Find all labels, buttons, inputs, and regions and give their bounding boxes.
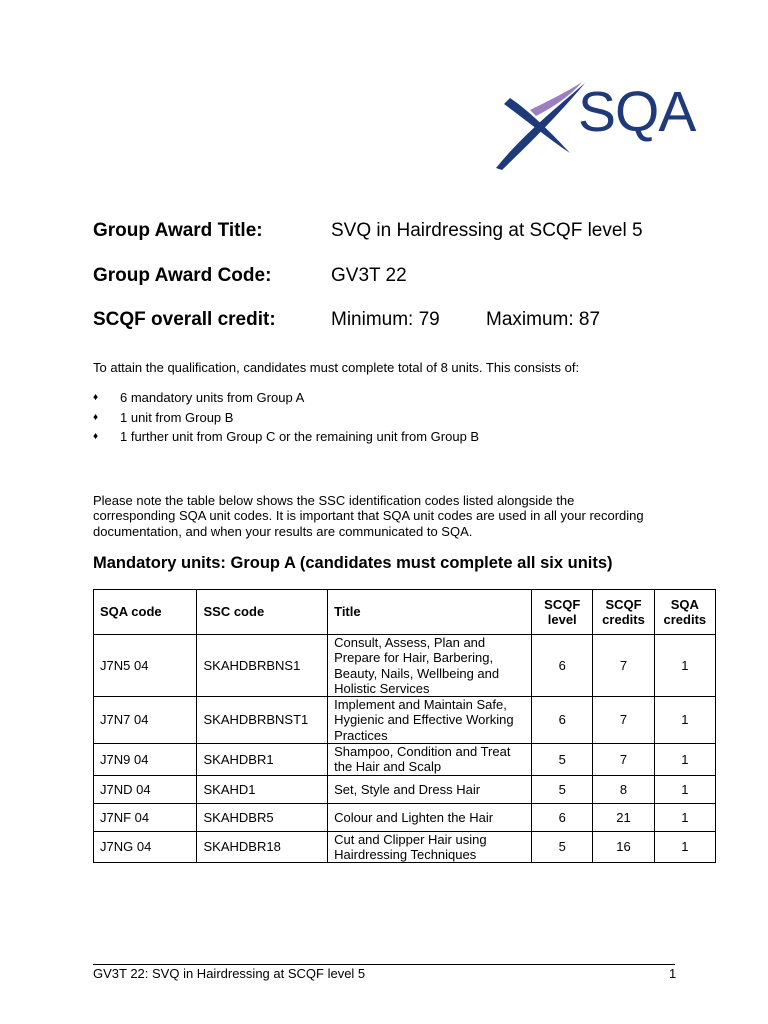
header-sqa-credits: SQA credits bbox=[654, 590, 715, 635]
scqf-credits-cell: 7 bbox=[593, 744, 654, 776]
title-cell: Consult, Assess, Plan and Prepare for Hair, Barbering, Beauty, Nails, Wellbeing and Holistic Services bbox=[328, 635, 532, 697]
ssc-code-cell: SKAHDBR5 bbox=[197, 803, 328, 831]
award-code-label: Group Award Code: bbox=[93, 265, 272, 286]
sqa-credits-cell: 1 bbox=[654, 635, 715, 697]
header-sqa-code: SQA code bbox=[94, 590, 197, 635]
list-item: ♦ 1 further unit from Group C or the remaining unit from Group B bbox=[93, 429, 480, 444]
sqa-credits-cell: 1 bbox=[654, 775, 715, 803]
diamond-bullet-icon: ♦ bbox=[93, 411, 99, 423]
table-row bbox=[94, 803, 716, 831]
table-row bbox=[94, 744, 716, 776]
footer-divider bbox=[93, 964, 675, 965]
sqa-credits-cell: 1 bbox=[654, 831, 715, 863]
title-cell: Shampoo, Condition and Treat the Hair and Scalp bbox=[328, 744, 532, 776]
ssc-code-cell: SKAHDBRBNST1 bbox=[197, 697, 328, 744]
ssc-code-cell: SKAHD1 bbox=[197, 775, 328, 803]
sqa-credits-cell: 1 bbox=[654, 744, 715, 776]
scqf-credits-cell: 16 bbox=[593, 831, 654, 863]
title-cell: Implement and Maintain Safe, Hygienic and Effective Working Practices bbox=[328, 697, 532, 744]
scqf-level-cell: 6 bbox=[532, 635, 593, 697]
table-row bbox=[94, 697, 716, 744]
units-table bbox=[93, 589, 716, 863]
scqf-credits-cell: 8 bbox=[593, 775, 654, 803]
table-row bbox=[94, 635, 716, 697]
table-row bbox=[94, 775, 716, 803]
sqa-code-cell: J7ND 04 bbox=[94, 775, 197, 803]
header-scqf-level: SCQF level bbox=[532, 590, 593, 635]
sqa-credits-cell: 1 bbox=[654, 803, 715, 831]
scqf-credit-label: SCQF overall credit: bbox=[93, 309, 276, 330]
scqf-level-cell: 5 bbox=[532, 831, 593, 863]
title-cell: Set, Style and Dress Hair bbox=[328, 775, 532, 803]
note-paragraph: Please note the table below shows the SSC identification codes listed alongside the corresponding SQA unit codes. It is important that SQA unit codes are used in all your recording documentation, and when your results are communicated to SQA. bbox=[93, 493, 644, 539]
award-code-value: GV3T 22 bbox=[331, 265, 407, 286]
diamond-bullet-icon: ♦ bbox=[93, 392, 99, 403]
list-item: ♦ 6 mandatory units from Group A bbox=[93, 390, 305, 405]
title-cell: Colour and Lighten the Hair bbox=[328, 803, 532, 831]
scqf-credit-maximum: Maximum: 87 bbox=[486, 309, 601, 330]
intro-text: To attain the qualification, candidates must complete total of 8 units. This consists of: bbox=[93, 360, 580, 375]
sqa-credits-cell: 1 bbox=[654, 697, 715, 744]
ssc-code-cell: SKAHDBR18 bbox=[197, 831, 328, 863]
scqf-credits-cell: 21 bbox=[593, 803, 654, 831]
requirements-list bbox=[93, 390, 479, 449]
scqf-credit-minimum: Minimum: 79 bbox=[331, 309, 440, 330]
scqf-level-cell: 5 bbox=[532, 775, 593, 803]
page-number: 1 bbox=[669, 966, 677, 981]
award-title-value: SVQ in Hairdressing at SCQF level 5 bbox=[331, 220, 643, 241]
list-item: ♦ 1 unit from Group B bbox=[93, 409, 234, 425]
ssc-code-cell: SKAHDBRBNS1 bbox=[197, 635, 328, 697]
section-heading: Mandatory units: Group A (candidates must complete all six units) bbox=[93, 554, 613, 572]
award-title-label: Group Award Title: bbox=[93, 220, 263, 241]
scqf-level-cell: 5 bbox=[532, 744, 593, 776]
table-header-row bbox=[94, 590, 716, 635]
header-scqf-credits: SCQF credits bbox=[593, 590, 654, 635]
sqa-code-cell: J7N9 04 bbox=[94, 744, 197, 776]
header-ssc-code: SSC code bbox=[197, 590, 328, 635]
scqf-level-cell: 6 bbox=[532, 803, 593, 831]
table-row bbox=[94, 831, 716, 863]
sqa-code-cell: J7N7 04 bbox=[94, 697, 197, 744]
sqa-code-cell: J7NF 04 bbox=[94, 803, 197, 831]
diamond-bullet-icon: ♦ bbox=[93, 431, 99, 442]
sqa-code-cell: J7NG 04 bbox=[94, 831, 197, 863]
ssc-code-cell: SKAHDBR1 bbox=[197, 744, 328, 776]
footer-text: GV3T 22: SVQ in Hairdressing at SCQF level 5 bbox=[93, 966, 366, 981]
sqa-code-cell: J7N5 04 bbox=[94, 635, 197, 697]
logo-text: SQA bbox=[578, 80, 696, 144]
scqf-level-cell: 6 bbox=[532, 697, 593, 744]
header-title: Title bbox=[328, 590, 532, 635]
scqf-credits-cell: 7 bbox=[593, 697, 654, 744]
title-cell: Cut and Clipper Hair using Hairdressing Techniques bbox=[328, 831, 532, 863]
scqf-credits-cell: 7 bbox=[593, 635, 654, 697]
